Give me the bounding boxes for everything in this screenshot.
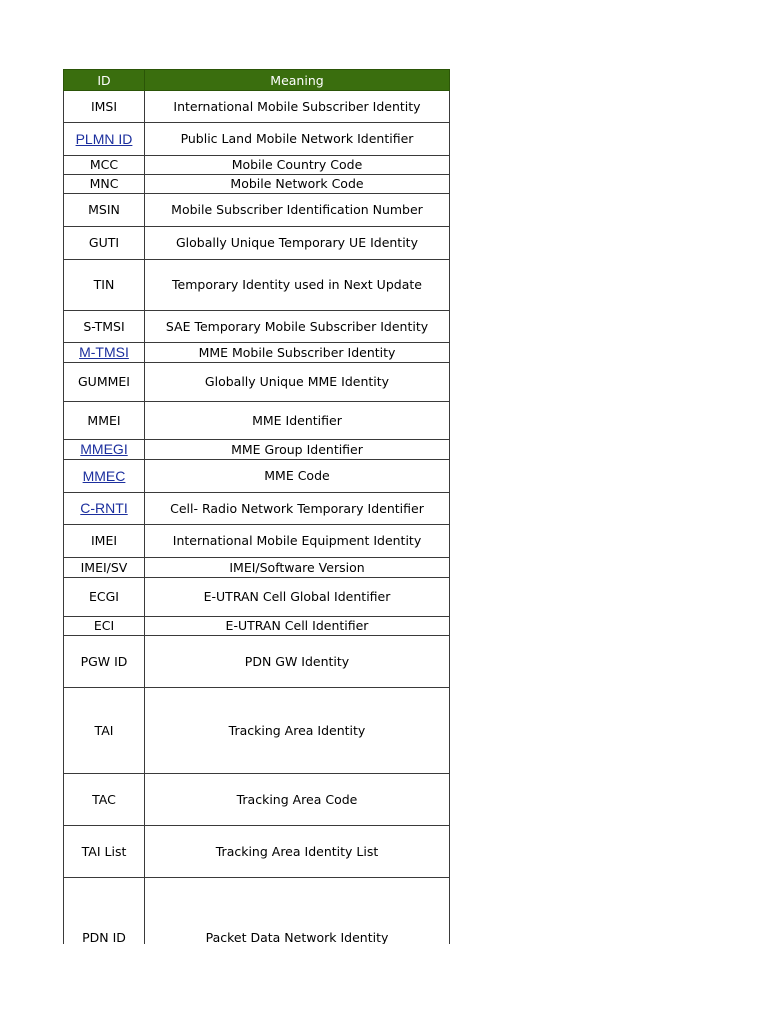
id-cell: TAC [64,774,145,826]
meaning-cell: Tracking Area Identity List [145,826,450,878]
table-row [64,826,450,878]
id-cell: PGW ID [64,636,145,688]
id-cell: IMEI [64,525,145,558]
id-cell: TAI [64,688,145,774]
id-cell[interactable] [64,493,145,525]
table-viewport [63,69,450,944]
id-cell: TAI List [64,826,145,878]
meaning-cell: MME Identifier [145,402,450,440]
id-cell: GUMMEI [64,363,145,402]
header-meaning: Meaning [145,70,450,91]
header-row [64,70,450,91]
table-row [64,227,450,260]
meaning-cell: SAE Temporary Mobile Subscriber Identity [145,311,450,343]
table-row [64,774,450,826]
table-row [64,460,450,493]
id-cell: MNC [64,175,145,194]
table-row [64,636,450,688]
table-row [64,525,450,558]
meaning-cell: Mobile Subscriber Identification Number [145,194,450,227]
identifier-table [63,69,450,944]
id-link[interactable]: PLMN ID [75,130,133,147]
meaning-cell: E-UTRAN Cell Identifier [145,617,450,636]
meaning-cell: E-UTRAN Cell Global Identifier [145,578,450,617]
id-cell[interactable] [64,123,145,156]
table-row [64,688,450,774]
meaning-cell: Globally Unique Temporary UE Identity [145,227,450,260]
table-row [64,558,450,578]
id-cell: MMEI [64,402,145,440]
meaning-cell: Public Land Mobile Network Identifier [145,123,450,156]
meaning-cell: Packet Data Network Identity [145,878,450,945]
meaning-cell: Mobile Country Code [145,156,450,175]
table-row [64,175,450,194]
table-row [64,578,450,617]
table-body [64,91,450,945]
table-row [64,617,450,636]
meaning-cell: MME Code [145,460,450,493]
table-row [64,156,450,175]
meaning-cell: Mobile Network Code [145,175,450,194]
meaning-cell: Tracking Area Identity [145,688,450,774]
table-row [64,91,450,123]
meaning-cell: MME Group Identifier [145,440,450,460]
id-cell[interactable] [64,460,145,493]
meaning-cell: MME Mobile Subscriber Identity [145,343,450,363]
meaning-cell: International Mobile Subscriber Identity [145,91,450,123]
meaning-cell: PDN GW Identity [145,636,450,688]
meaning-cell: Tracking Area Code [145,774,450,826]
table-row [64,311,450,343]
id-cell[interactable] [64,343,145,363]
id-cell: IMSI [64,91,145,123]
meaning-cell: International Mobile Equipment Identity [145,525,450,558]
meaning-cell: Globally Unique MME Identity [145,363,450,402]
id-cell: MSIN [64,194,145,227]
id-link[interactable]: M-TMSI [79,344,129,360]
meaning-cell: IMEI/Software Version [145,558,450,578]
id-cell: PDN ID [64,878,145,945]
table-row [64,402,450,440]
table-row [64,363,450,402]
table-row [64,343,450,363]
meaning-cell: Cell- Radio Network Temporary Identifier [145,493,450,525]
id-cell: S-TMSI [64,311,145,343]
id-cell: GUTI [64,227,145,260]
table-row [64,440,450,460]
id-cell: MCC [64,156,145,175]
table-row [64,194,450,227]
table-row [64,493,450,525]
id-cell[interactable] [64,440,145,460]
id-cell: TIN [64,260,145,311]
id-cell: ECGI [64,578,145,617]
table-row [64,123,450,156]
id-cell: IMEI/SV [64,558,145,578]
table-row [64,878,450,945]
header-id: ID [64,70,145,91]
id-link[interactable]: C-RNTI [80,500,128,516]
table-row [64,260,450,311]
id-cell: ECI [64,617,145,636]
id-link[interactable]: MMEC [82,467,126,484]
meaning-cell: Temporary Identity used in Next Update [145,260,450,311]
id-link[interactable]: MMEGI [80,441,128,457]
